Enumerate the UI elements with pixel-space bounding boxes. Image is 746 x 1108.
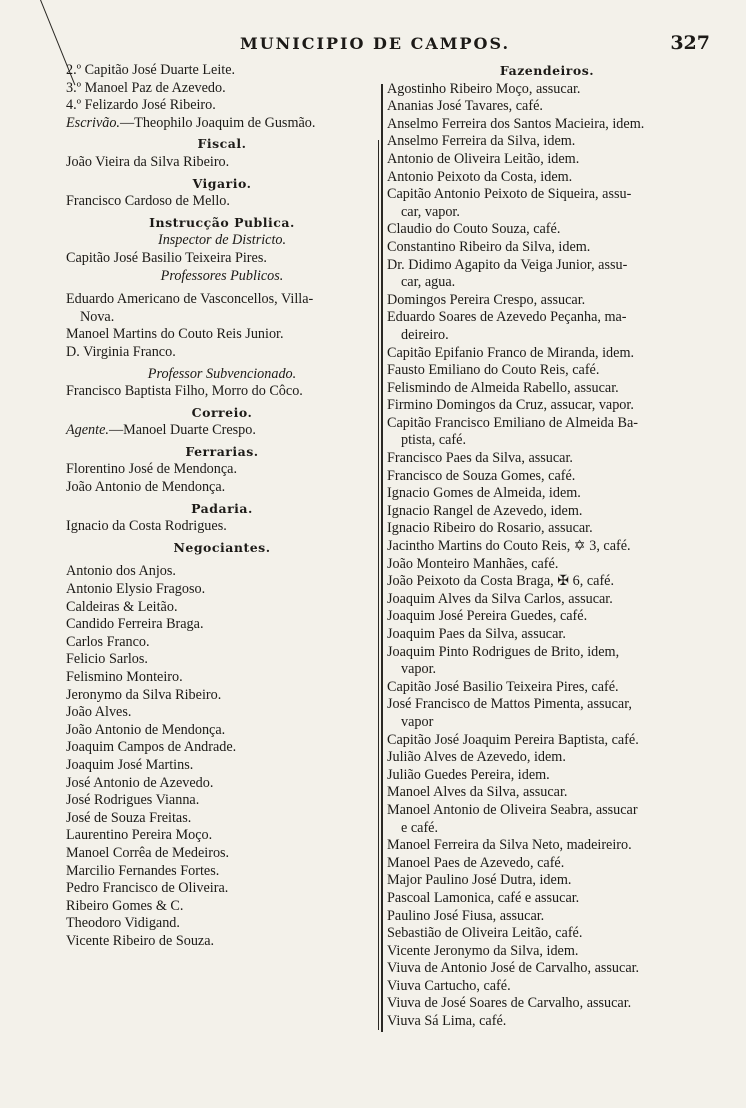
list-item: 2.º Capitão José Duarte Leite. xyxy=(66,62,236,78)
list-item: Ignacio Gomes de Almeida, idem. xyxy=(387,485,581,502)
list-item: Anselmo Ferreira da Silva, idem. xyxy=(387,133,576,150)
list-item: Joaquim José Pereira Guedes, café. xyxy=(387,608,588,625)
list-item: Felismino Monteiro. xyxy=(66,669,183,685)
instrucao-heading: Instrucção Publica. xyxy=(149,214,295,230)
list-item: Joaquim Paes da Silva, assucar. xyxy=(387,626,566,642)
list-item: Ignacio Rangel de Azevedo, idem. xyxy=(387,502,583,519)
list-item: Firmino Domingos da Cruz, assucar, vapor. xyxy=(387,397,634,414)
list-item: Antonio Peixoto da Costa, idem. xyxy=(387,168,573,185)
list-item: Vicente Ribeiro de Souza. xyxy=(66,932,215,949)
fazendeiros-heading: Fazendeiros. xyxy=(499,63,595,78)
padaria-heading: Padaria. xyxy=(191,500,253,516)
list-item: Pedro Francisco de Oliveira. xyxy=(66,880,229,897)
list-item: Florentino José de Mendonça. xyxy=(66,461,238,478)
list-item: João Antonio de Mendonça. xyxy=(66,721,226,738)
list-item: Joaquim José Martins. xyxy=(66,756,194,773)
list-item: 4.º Felizardo José Ribeiro. xyxy=(66,97,216,114)
agente-label: Agente. xyxy=(66,422,109,439)
list-item-continuation: vapor xyxy=(401,713,434,730)
list-item: Manoel Corrêa de Medeiros. xyxy=(66,844,230,861)
list-item: José Rodrigues Vianna. xyxy=(66,792,200,809)
list-item-continuation: car, agua. xyxy=(401,274,456,291)
list-item: Jacintho Martins do Couto Reis, ✡ 3, café. xyxy=(387,538,631,555)
list-item: 3.º Manoel Paz de Azevedo. xyxy=(66,79,226,96)
list-item: Antonio de Oliveira Leitão, idem. xyxy=(387,150,580,167)
left-column xyxy=(66,62,378,951)
list-item: Nova. xyxy=(80,308,115,325)
list-item: Claudio do Couto Souza, café. xyxy=(387,221,561,238)
list-item: Capitão Antonio Peixoto de Siqueira, assu- xyxy=(387,186,632,203)
negociantes-list xyxy=(66,563,378,950)
page-header xyxy=(240,34,710,56)
vigario-name: Francisco Cardoso de Mello. xyxy=(66,193,230,210)
list-item: Ribeiro Gomes & C. xyxy=(66,897,184,914)
list-item: Paulino José Fiusa, assucar. xyxy=(387,907,545,924)
list-item: Capitão José Joaquim Pereira Baptista, café. xyxy=(387,731,639,748)
list-item: Capitão Epifanio Franco de Miranda, idem. xyxy=(387,344,635,361)
column-divider-inner xyxy=(378,140,379,1030)
list-item: Viuva de José Soares de Carvalho, assucar. xyxy=(387,995,632,1012)
list-item: Sebastião de Oliveira Leitão, café. xyxy=(387,925,583,942)
list-item: Manoel Paes de Azevedo, café. xyxy=(387,854,565,871)
escrivao-line xyxy=(66,115,378,133)
list-item: Joaquim Campos de Andrade. xyxy=(66,739,237,756)
list-item: Manoel Alves da Silva, assucar. xyxy=(387,784,568,801)
subvencionado-label: Professor Subvencionado. xyxy=(147,365,297,382)
list-item: Major Paulino José Dutra, idem. xyxy=(387,872,572,889)
list-item: Capitão Francisco Emiliano de Almeida Ba- xyxy=(387,414,638,431)
list-item-continuation: car, vapor. xyxy=(401,203,460,220)
vigario-heading: Vigario. xyxy=(192,175,252,191)
list-item: Antonio dos Anjos. xyxy=(66,563,176,580)
fiscal-name: João Vieira da Silva Ribeiro. xyxy=(66,153,230,170)
list-item: José de Souza Freitas. xyxy=(66,809,192,826)
list-item: Laurentino Pereira Moço. xyxy=(66,827,213,844)
escrivao-name: —Theophilo Joaquim de Gusmão. xyxy=(119,114,316,131)
list-item: Julião Alves de Azevedo, idem. xyxy=(387,749,566,766)
list-item: Marcilio Fernandes Fortes. xyxy=(66,862,220,879)
list-item: Anselmo Ferreira dos Santos Macieira, idem. xyxy=(387,115,645,132)
ferrarias-heading: Ferrarias. xyxy=(185,443,259,459)
inspector-label: Inspector de Districto. xyxy=(157,232,287,249)
subvencionado-name: Francisco Baptista Filho, Morro do Côco. xyxy=(66,383,303,400)
list-item-continuation: deireiro. xyxy=(401,326,449,343)
padaria-name: Ignacio da Costa Rodrigues. xyxy=(66,518,227,535)
list-item: Felismindo de Almeida Rabello, assucar. xyxy=(387,379,619,396)
list-item: Capitão José Basilio Teixeira Pires, café. xyxy=(387,678,619,695)
list-item: Domingos Pereira Crespo, assucar. xyxy=(387,291,586,308)
list-item: José Francisco de Mattos Pimenta, assucar, xyxy=(387,696,632,713)
list-item-continuation: e café. xyxy=(401,819,439,836)
list-item: Caldeiras & Leitão. xyxy=(66,598,178,615)
list-item: Joaquim Pinto Rodrigues de Brito, idem, xyxy=(387,643,620,660)
list-item: Carlos Franco. xyxy=(66,633,150,650)
list-item: João Monteiro Manhães, café. xyxy=(387,555,559,572)
list-item: Manoel Martins do Couto Reis Junior. xyxy=(66,326,284,343)
list-item: José Antonio de Azevedo. xyxy=(66,774,214,791)
list-item: Viuva Cartucho, café. xyxy=(387,977,511,994)
list-item: Viuva de Antonio José de Carvalho, assucar. xyxy=(387,960,640,977)
list-item: Manoel Antonio de Oliveira Seabra, assucar xyxy=(387,801,638,818)
list-item: D. Virginia Franco. xyxy=(66,343,176,360)
right-column xyxy=(387,62,707,1031)
page-number: 327 xyxy=(670,32,710,54)
list-item: Eduardo Soares de Azevedo Peçanha, ma- xyxy=(387,309,627,326)
list-item-continuation: vapor. xyxy=(401,661,437,678)
list-item: Theodoro Vidigand. xyxy=(66,915,180,932)
fazendeiros-list xyxy=(387,81,707,1031)
professores-label: Professores Publicos. xyxy=(160,267,284,284)
list-item: Joaquim Alves da Silva Carlos, assucar. xyxy=(387,590,613,607)
list-item-continuation: ptista, café. xyxy=(401,432,466,449)
list-item: Ananias José Tavares, café. xyxy=(387,98,543,115)
fiscal-heading: Fiscal. xyxy=(197,136,247,152)
list-item: Ignacio Ribeiro do Rosario, assucar. xyxy=(387,520,593,537)
list-item: Julião Guedes Pereira, idem. xyxy=(387,766,550,783)
list-item: Vicente Jeronymo da Silva, idem. xyxy=(387,942,579,959)
list-item: Fausto Emiliano do Couto Reis, café. xyxy=(387,362,600,379)
inspector-name: Capitão José Basilio Teixeira Pires. xyxy=(66,249,267,266)
agente-name: —Manoel Duarte Crespo. xyxy=(108,422,256,439)
list-item: Felicio Sarlos. xyxy=(66,651,148,668)
escrivao-label: Escrivão. xyxy=(66,114,120,131)
list-item: Francisco de Souza Gomes, café. xyxy=(387,467,576,484)
column-divider xyxy=(381,84,383,1032)
list-item: Viuva Sá Lima, café. xyxy=(387,1013,507,1030)
list-item: Eduardo Americano de Vasconcellos, Villa- xyxy=(66,291,314,308)
list-item: Agostinho Ribeiro Moço, assucar. xyxy=(387,80,581,97)
page-title: MUNICIPIO DE CAMPOS. xyxy=(240,34,511,53)
list-item: Manoel Ferreira da Silva Neto, madeireiro. xyxy=(387,837,632,854)
list-item: Francisco Paes da Silva, assucar. xyxy=(387,450,573,467)
negociantes-heading: Negociantes. xyxy=(173,539,271,555)
list-item: Dr. Didimo Agapito da Veiga Junior, assu- xyxy=(387,256,628,273)
list-item: Candido Ferreira Braga. xyxy=(66,616,204,633)
list-item: João Antonio de Mendonça. xyxy=(66,479,226,496)
list-item: Antonio Elysio Fragoso. xyxy=(66,581,206,598)
correio-heading: Correio. xyxy=(191,404,253,420)
list-item: João Alves. xyxy=(66,704,132,721)
agente-line xyxy=(66,422,378,440)
list-item: João Peixoto da Costa Braga, ✠ 6, café. xyxy=(387,573,615,590)
list-item: Pascoal Lamonica, café e assucar. xyxy=(387,889,580,906)
list-item: Jeronymo da Silva Ribeiro. xyxy=(66,686,222,703)
list-item: Constantino Ribeiro da Silva, idem. xyxy=(387,238,591,255)
